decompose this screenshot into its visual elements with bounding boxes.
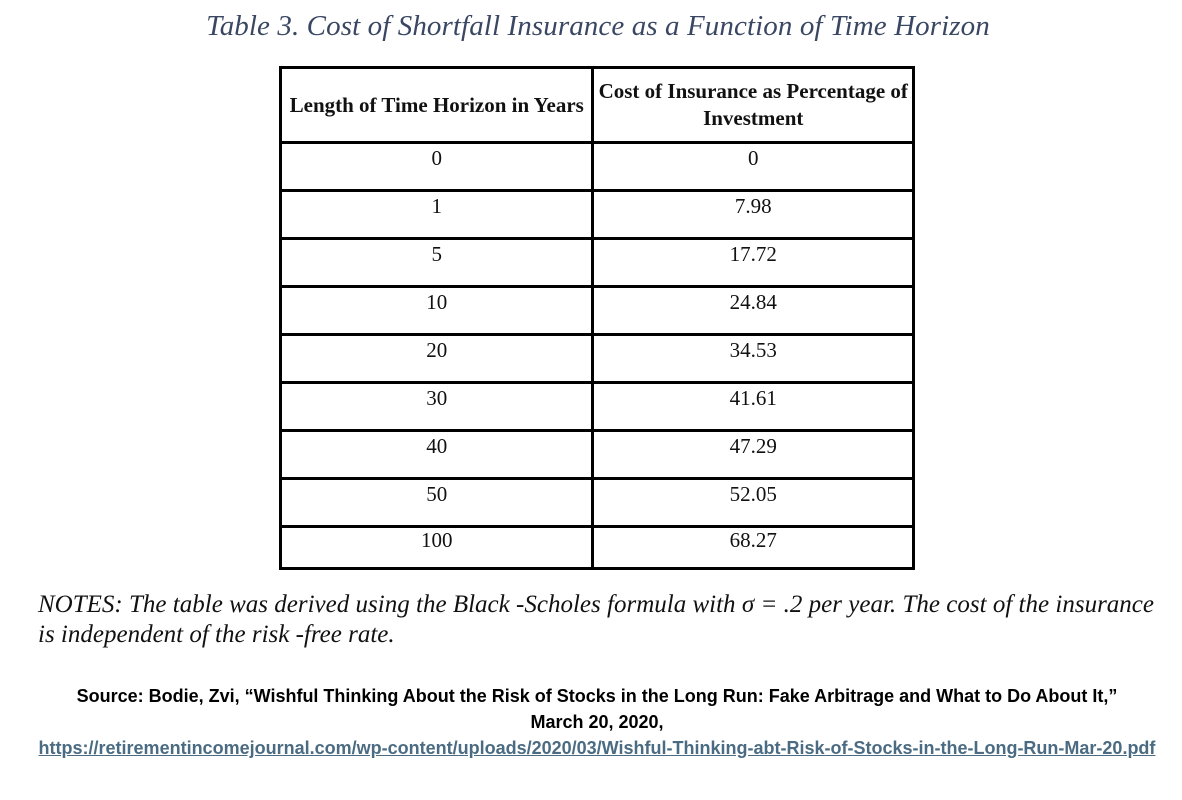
cell-cost: 0	[593, 143, 914, 191]
source-line-1: Source: Bodie, Zvi, “Wishful Thinking About the Risk of Stocks in the Long Run: Fake Arbitrage and What to Do About It,”	[76, 686, 1118, 706]
cell-cost: 7.98	[593, 191, 914, 239]
table-row	[281, 239, 914, 287]
cell-cost: 17.72	[593, 239, 914, 287]
table-row	[281, 143, 914, 191]
table-row	[281, 431, 914, 479]
cell-years: 100	[281, 527, 593, 569]
cell-years: 30	[281, 383, 593, 431]
cell-years: 5	[281, 239, 593, 287]
source-line-2: March 20, 2020,	[530, 712, 664, 732]
table-row	[281, 335, 914, 383]
cell-years: 1	[281, 191, 593, 239]
table-notes: NOTES: The table was derived using the Black -Scholes formula with σ = .2 per year. The cost of the insurance is independent of the risk -free rate.	[38, 591, 1154, 648]
header-cost-of-insurance: Cost of Insurance as Percentage of Investment	[593, 68, 914, 143]
table-caption: Table 3. Cost of Shortfall Insurance as a Function of Time Horizon	[206, 10, 990, 42]
table-row	[281, 479, 914, 527]
cell-cost: 68.27	[593, 527, 914, 569]
table-header-row	[281, 68, 914, 143]
table-row	[281, 191, 914, 239]
source-url-link[interactable]: https://retirementincomejournal.com/wp-content/uploads/2020/03/Wishful-Thinking-abt-Risk-of-Stocks-in-the-Long-Run-Mar-20.pdf	[38, 738, 1156, 758]
cell-cost: 24.84	[593, 287, 914, 335]
source-citation	[0, 683, 1182, 761]
header-time-horizon: Length of Time Horizon in Years	[281, 68, 593, 143]
table-row	[281, 383, 914, 431]
cell-years: 0	[281, 143, 593, 191]
cell-years: 50	[281, 479, 593, 527]
cell-years: 20	[281, 335, 593, 383]
table-row	[281, 287, 914, 335]
cost-table	[279, 66, 915, 570]
cell-years: 40	[281, 431, 593, 479]
cell-cost: 47.29	[593, 431, 914, 479]
table-row	[281, 527, 914, 569]
cell-cost: 52.05	[593, 479, 914, 527]
cell-years: 10	[281, 287, 593, 335]
cell-cost: 41.61	[593, 383, 914, 431]
cell-cost: 34.53	[593, 335, 914, 383]
